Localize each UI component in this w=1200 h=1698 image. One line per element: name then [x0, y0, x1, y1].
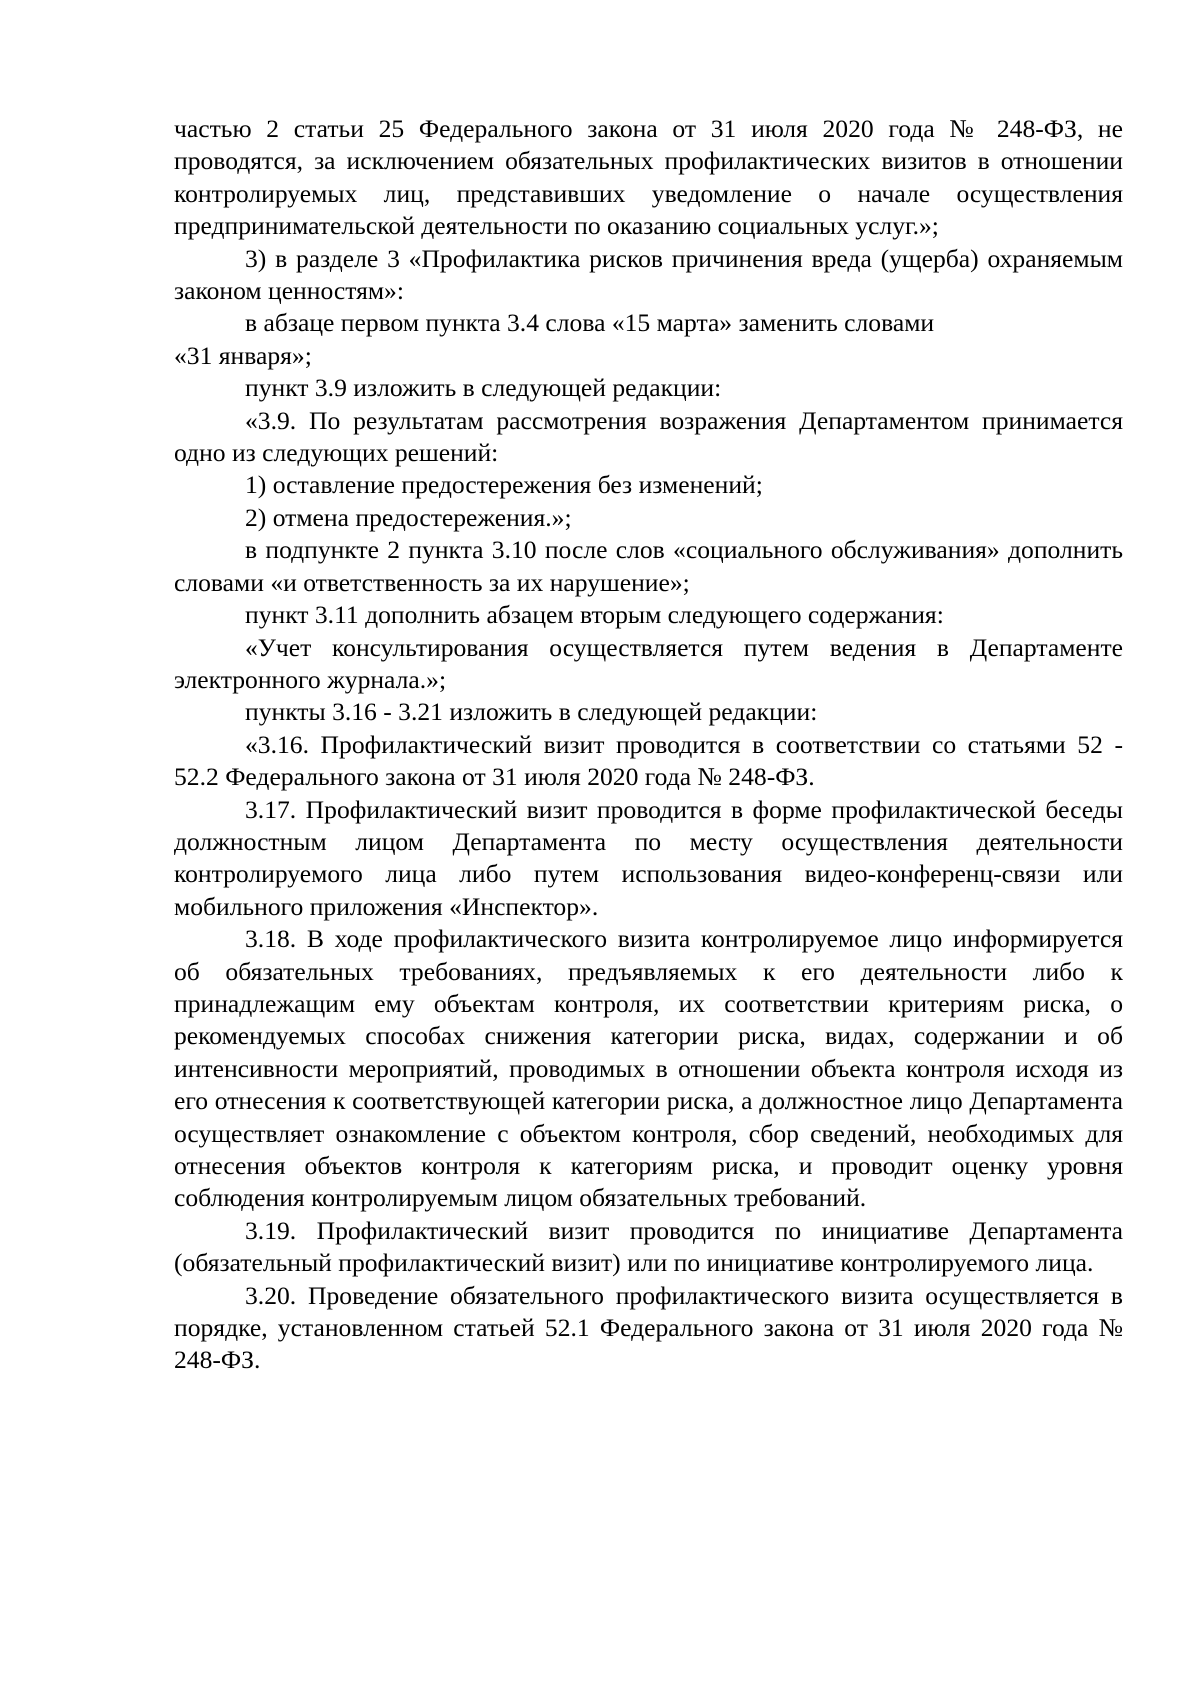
paragraph-continuation: частью 2 статьи 25 Федерального закона от 31 июля 2020 года № 248-ФЗ, не проводятся, за исключением обязательных профилактических визитов в отношении контролируемых лиц, представивших уведомление о начале осуществления предпринимательской деятельности по оказанию социальных услуг.»; — [174, 114, 1123, 241]
document-page — [174, 113, 1123, 1377]
paragraph-clause-3-9: «3.9. По результатам рассмотрения возражения Департаментом принимается одно из следующих решений: — [174, 405, 1123, 468]
paragraph-clauses-3-16-3-21-intro: пункты 3.16 - 3.21 изложить в следующей редакции: — [245, 697, 818, 727]
paragraph-section-3: 3) в разделе 3 «Профилактика рисков причинения вреда (ущерба) охраняемым законом ценностям»: — [174, 243, 1123, 306]
paragraph-clause-3-19: 3.19. Профилактический визит проводится по инициативе Департамента (обязательный профилактический визит) или по инициативе контролируемого лица. — [174, 1215, 1123, 1278]
paragraph-clause-3-11-intro: пункт 3.11 дополнить абзацем вторым следующего содержания: — [245, 600, 944, 630]
paragraph-clause-3-4-date: «31 января»; — [174, 340, 312, 370]
paragraph-clause-3-20: 3.20. Проведение обязательного профилактического визита осуществляется в порядке, установленном статьей 52.1 Федерального закона от 31 июля 2020 года № 248-ФЗ. — [174, 1280, 1123, 1375]
paragraph-clause-3-10: в подпункте 2 пункта 3.10 после слов «социального обслуживания» дополнить словами «и ответственность за их нарушение»; — [174, 535, 1123, 597]
paragraph-clause-3-16: «3.16. Профилактический визит проводится в соответствии со статьями 52 - 52.2 Федерального закона от 31 июля 2020 года № 248-ФЗ. — [174, 729, 1123, 792]
paragraph-decision-1: 1) оставление предостережения без изменений; — [245, 470, 763, 500]
paragraph-clause-3-17: 3.17. Профилактический визит проводится в форме профилактической беседы должностным лицом Департамента по месту осуществления деятельности контролируемого лица либо путем использования видео-конференц-связи или мобильного приложения «Инспектор». — [174, 794, 1123, 921]
paragraph-clause-3-18: 3.18. В ходе профилактического визита контролируемое лицо информируется об обязательных требованиях, предъявляемых к его деятельности либо к принадлежащим ему объектам контроля, их соответствии критериям риска, о рекомендуемых способах снижения категории риска, видах, содержании и об интенсивности мероприятий, проводимых в отношении объекта контроля исходя из его отнесения к соответствующей категории риска, а должностное лицо Департамента осуществляет ознакомление с объектом контроля, сбор сведений, необходимых для отнесения объектов контроля к категориям риска, и проводит оценку уровня соблюдения контролируемым лицом обязательных требований. — [174, 924, 1123, 1213]
paragraph-clause-3-9-intro: пункт 3.9 изложить в следующей редакции: — [245, 373, 722, 403]
paragraph-decision-2: 2) отмена предостережения.»; — [245, 502, 572, 532]
paragraph-clause-3-11: «Учет консультирования осуществляется путем ведения в Департаменте электронного журнала.»; — [174, 632, 1123, 694]
paragraph-clause-3-4: в абзаце первом пункта 3.4 слова «15 марта» заменить словами — [245, 308, 935, 338]
